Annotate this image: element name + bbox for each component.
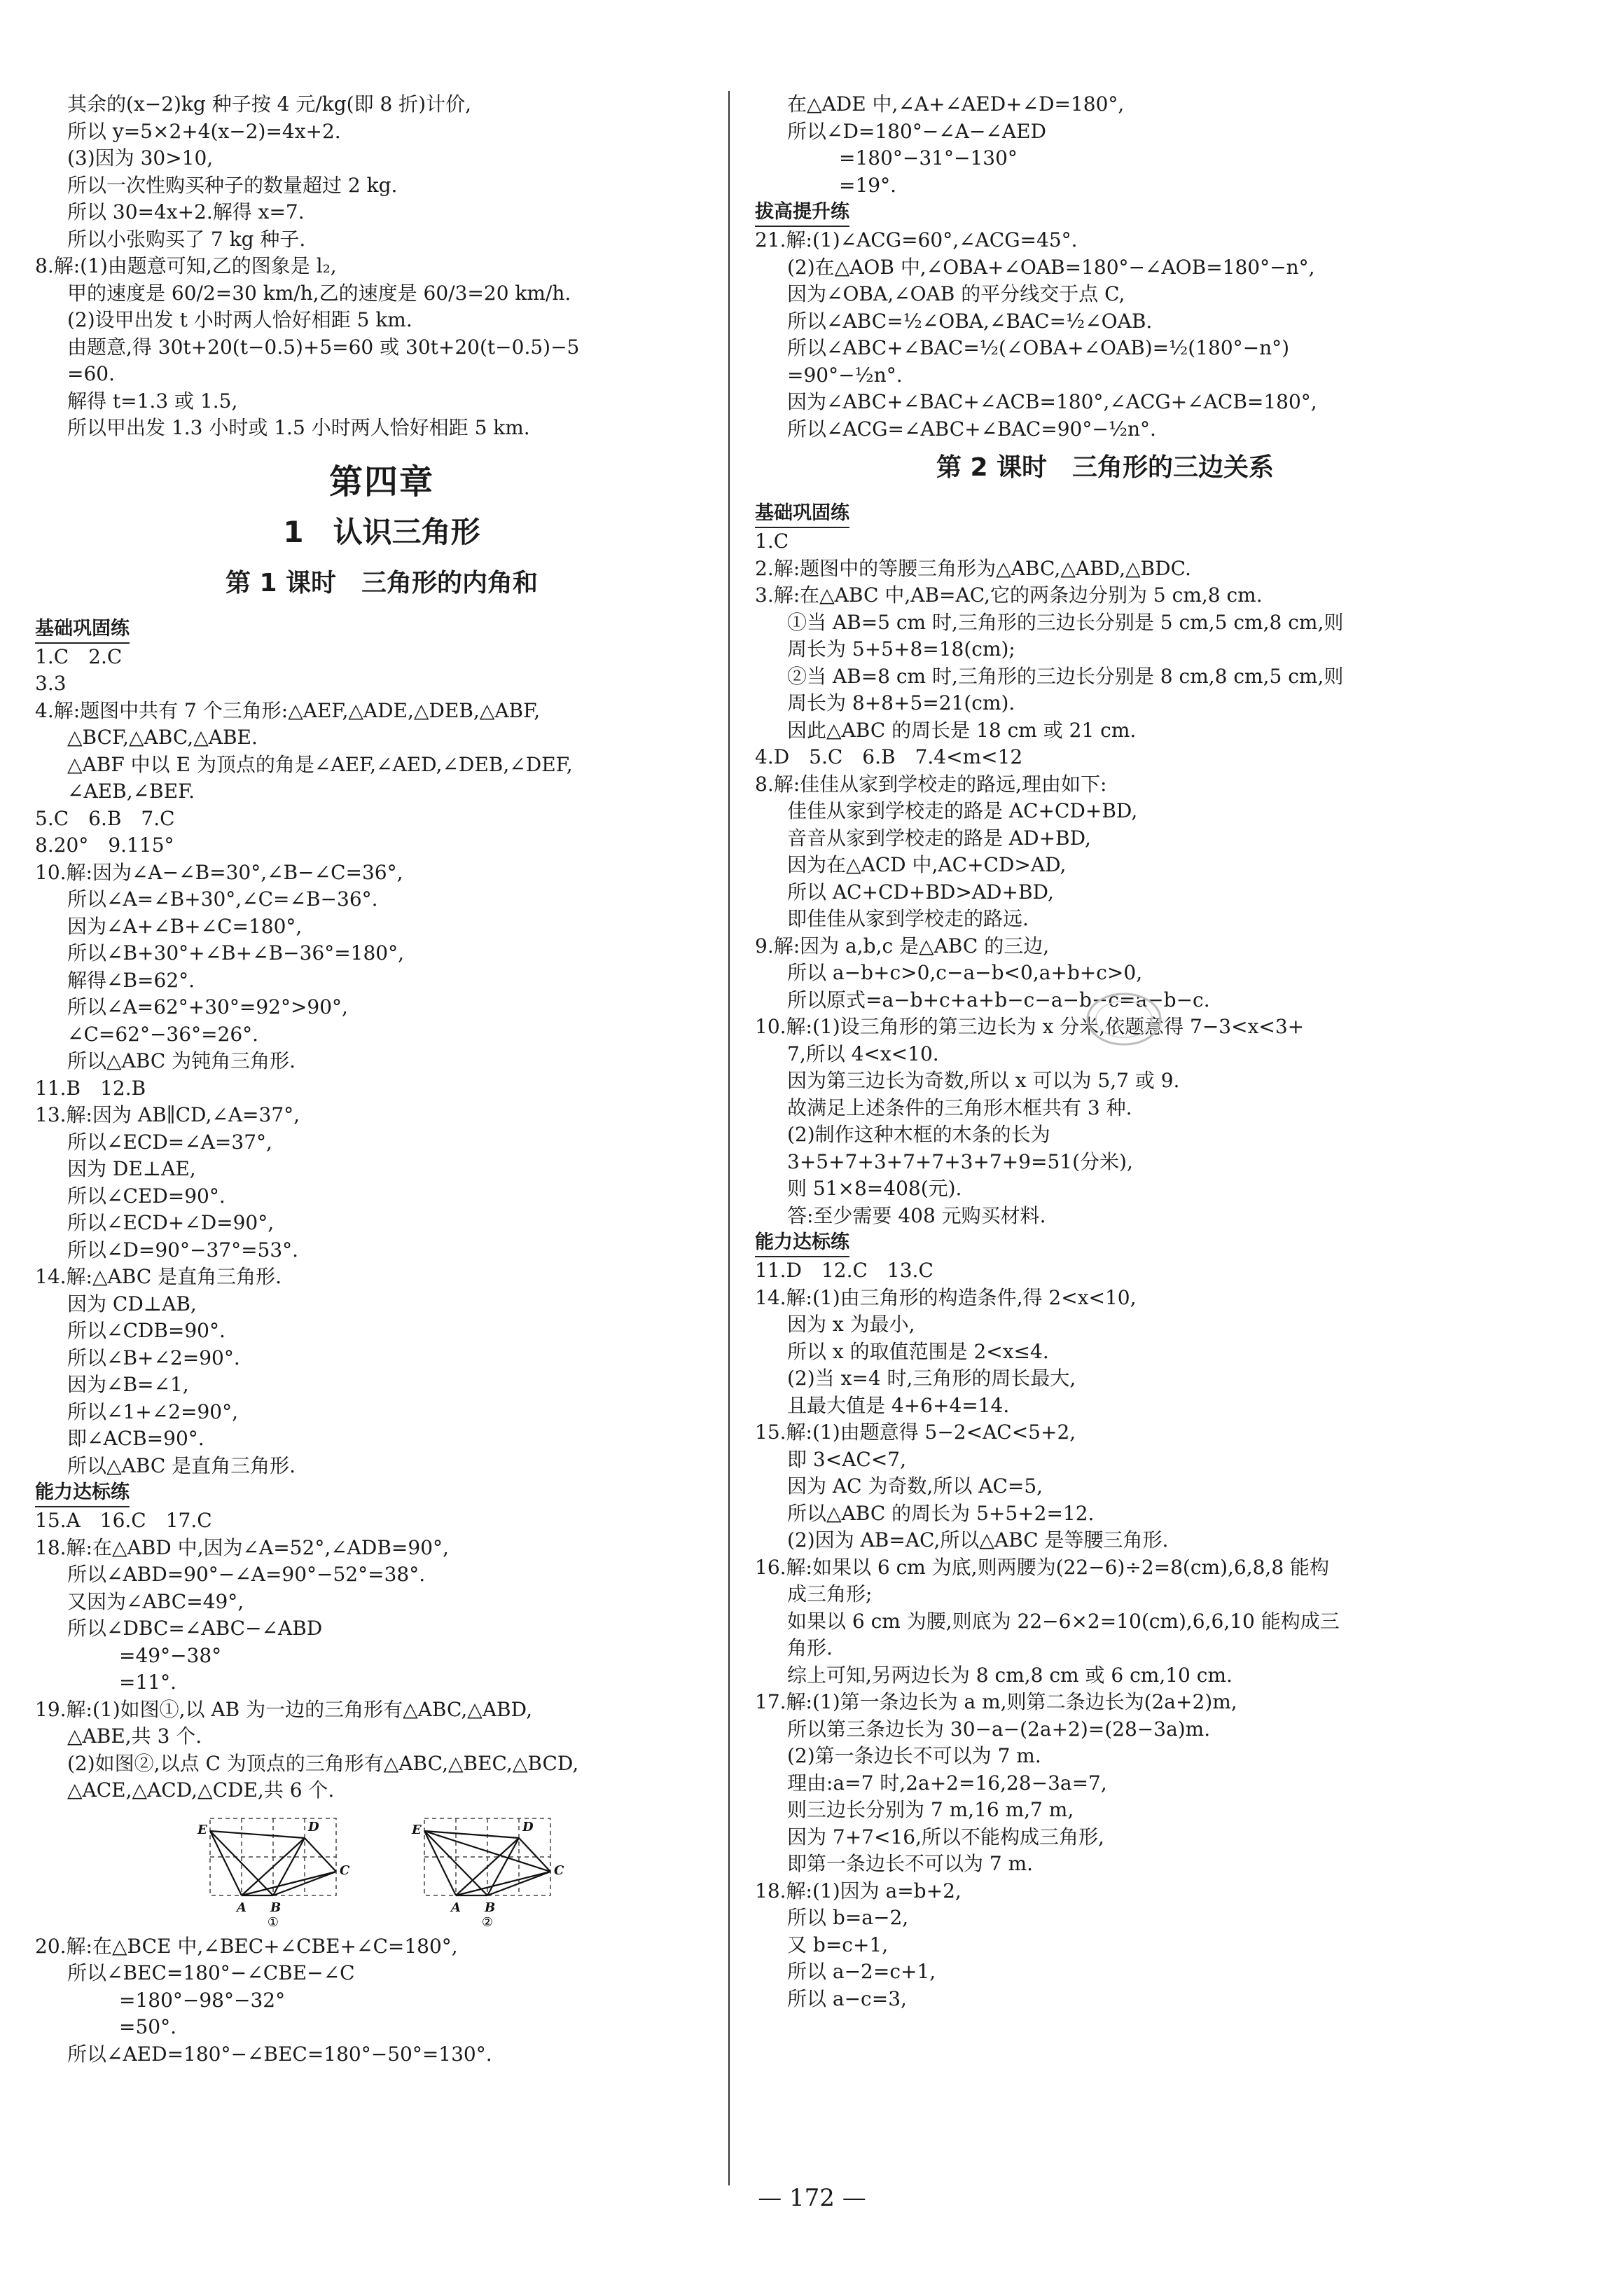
- figure-2: [410, 1810, 585, 1929]
- text-line: 所以 a−2=c+1,: [787, 1960, 936, 1983]
- text-line: 所以∠1+∠2=90°,: [67, 1400, 239, 1423]
- text-line: 14.解:△ABC 是直角三角形.: [35, 1265, 282, 1288]
- text-line: 即∠ACB=90°.: [67, 1427, 204, 1450]
- text-line: 所以△ABC 的周长为 5+5+2=12.: [787, 1501, 1095, 1525]
- text-line: 17.解:(1)第一条边长为 a m,则第二条边长为(2a+2)m,: [755, 1690, 1237, 1713]
- text-line: (2)如图②,以点 C 为顶点的三角形有△ABC,△BEC,△BCD,: [67, 1751, 579, 1775]
- text-line: 因为∠A+∠B+∠C=180°,: [67, 914, 303, 938]
- svg-text:C: C: [554, 1863, 564, 1878]
- text-line: 因为 AC 为奇数,所以 AC=5,: [787, 1474, 1043, 1498]
- text-line: 11.B 12.B: [35, 1076, 146, 1100]
- text-line: 所以 x 的取值范围是 2<x≤4.: [787, 1339, 1049, 1363]
- text-line: 成三角形;: [787, 1582, 873, 1605]
- text-line: 所以 a−b+c>0,c−a−b<0,a+b+c>0,: [787, 961, 1143, 984]
- text-line: =49°−38°: [119, 1643, 222, 1667]
- page-number: — 172 —: [758, 2184, 866, 2212]
- left-block-2: [35, 1507, 728, 1804]
- text-line: 又因为∠ABC=49°,: [67, 1589, 244, 1613]
- text-line: ②当 AB=8 cm 时,三角形的三边长分别是 8 cm,8 cm,5 cm,则: [787, 664, 1344, 688]
- text-line: ∠C=62°−36°=26°.: [67, 1022, 259, 1046]
- text-line: 因为第三边长为奇数,所以 x 可以为 5,7 或 9.: [787, 1069, 1180, 1092]
- text-line: 20.解:在△BCE 中,∠BEC+∠CBE+∠C=180°,: [35, 1934, 458, 1958]
- section-label-basic-2: 基础巩固练: [755, 500, 849, 528]
- text-line: 3.3: [35, 672, 67, 695]
- text-line: 所以甲出发 1.3 小时或 1.5 小时两人恰好相距 5 km.: [67, 416, 530, 439]
- text-line: 4.D 5.C 6.B 7.4<m<12: [755, 745, 1023, 768]
- section-label-basic: 基础巩固练: [35, 616, 130, 644]
- text-line: 即 3<AC<7,: [787, 1447, 906, 1471]
- text-line: 因为 DE⊥AE,: [67, 1157, 196, 1180]
- text-line: (2)因为 AB=AC,所以△ABC 是等腰三角形.: [787, 1528, 1169, 1552]
- text-line: 且最大值是 4+6+4=14.: [787, 1393, 1010, 1417]
- text-line: 4.解:题图中共有 7 个三角形:△AEF,△ADE,△DEB,△ABF,: [35, 698, 541, 722]
- left-top-block: [35, 91, 728, 442]
- text-line: 9.解:因为 a,b,c 是△ABC 的三边,: [755, 934, 1050, 958]
- text-line: 其余的(x−2)kg 种子按 4 元/kg(即 8 折)计价,: [67, 92, 472, 116]
- text-line: 解得 t=1.3 或 1.5,: [67, 389, 238, 413]
- text-line: 13.解:因为 AB∥CD,∠A=37°,: [35, 1103, 300, 1126]
- text-line: 所以∠A=62°+30°=92°>90°,: [67, 995, 348, 1018]
- text-line: =50°.: [119, 2015, 176, 2038]
- text-line: 1.C 2.C: [35, 644, 123, 668]
- svg-text:D: D: [308, 1819, 319, 1835]
- text-line: 7,所以 4<x<10.: [787, 1042, 939, 1065]
- text-line: 所以原式=a−b+c+a+b−c−a−b−c=a−b−c.: [787, 988, 1210, 1011]
- svg-text:A: A: [237, 1900, 247, 1915]
- text-line: =60.: [67, 362, 115, 385]
- text-line: 即佳佳从家到学校走的路远.: [787, 907, 1029, 930]
- text-line: =19°.: [839, 173, 896, 197]
- text-line: 则三边长分别为 7 m,16 m,7 m,: [787, 1798, 1074, 1821]
- svg-text:B: B: [270, 1900, 282, 1915]
- text-line: 佳佳从家到学校走的路是 AC+CD+BD,: [787, 799, 1138, 822]
- text-line: 所以∠BEC=180°−∠CBE−∠C: [67, 1961, 355, 1984]
- section-title: 1 认识三角形: [283, 514, 480, 549]
- section-label-ability-2: 能力达标练: [755, 1229, 849, 1257]
- text-line: 周长为 8+8+5=21(cm).: [787, 691, 1015, 714]
- text-line: 理由:a=7 时,2a+2=16,28−3a=7,: [787, 1771, 1107, 1795]
- text-line: 19.解:(1)如图①,以 AB 为一边的三角形有△ABC,△ABD,: [35, 1697, 532, 1721]
- text-line: 所以小张购买了 7 kg 种子.: [67, 227, 306, 251]
- text-line: 3.解:在△ABC 中,AB=AC,它的两条边分别为 5 cm,8 cm.: [755, 583, 1263, 607]
- text-line: 所以 y=5×2+4(x−2)=4x+2.: [67, 119, 341, 143]
- text-line: 所以∠AED=180°−∠BEC=180°−50°=130°.: [67, 2042, 492, 2066]
- text-line: 所以∠ABC=½∠OBA,∠BAC=½∠OAB.: [787, 309, 1153, 333]
- figure-1-label: ①: [267, 1914, 279, 1929]
- text-line: 故满足上述条件的三角形木框共有 3 种.: [787, 1096, 1132, 1119]
- text-line: 16.解:如果以 6 cm 为底,则两腰为(22−6)÷2=8(cm),6,8,8 能构: [755, 1555, 1330, 1579]
- text-line: 所以∠D=90°−37°=53°.: [67, 1238, 299, 1262]
- text-line: 18.解:在△ABD 中,因为∠A=52°,∠ADB=90°,: [35, 1535, 449, 1559]
- text-line: 则 51×8=408(元).: [787, 1177, 962, 1200]
- lesson-title-2: 第 2 课时 三角形的三边关系: [936, 453, 1275, 482]
- text-line: 因为∠B=∠1,: [67, 1373, 189, 1396]
- text-line: 因为在△ACD 中,AC+CD>AD,: [787, 853, 1067, 876]
- column-divider: [728, 91, 730, 2185]
- section-label-advanced: 拔高提升练: [755, 199, 849, 227]
- text-line: 所以∠B+∠2=90°.: [67, 1346, 240, 1369]
- text-line: ∠AEB,∠BEF.: [67, 780, 195, 803]
- figure-2-label: ②: [481, 1914, 494, 1929]
- text-line: (2)在△AOB 中,∠OBA+∠OAB=180°−∠AOB=180°−n°,: [787, 255, 1315, 279]
- text-line: 又 b=c+1,: [787, 1933, 889, 1956]
- text-line: 音音从家到学校走的路是 AD+BD,: [787, 826, 1091, 850]
- text-line: (2)制作这种木框的木条的长为: [787, 1123, 1050, 1146]
- stamp-watermark: [1082, 988, 1166, 1051]
- text-line: 8.解:(1)由题意可知,乙的图象是 l₂,: [35, 254, 337, 277]
- right-block-2: [755, 1257, 1455, 2012]
- text-line: 所以∠ACG=∠ABC+∠BAC=90°−½n°.: [787, 417, 1156, 441]
- text-line: 1.C: [755, 530, 789, 553]
- text-line: 所以一次性购买种子的数量超过 2 kg.: [67, 173, 398, 197]
- text-line: 所以∠ECD=∠A=37°,: [67, 1130, 272, 1154]
- svg-text:E: E: [197, 1822, 207, 1837]
- svg-text:A: A: [451, 1900, 461, 1915]
- lesson-title: 第 1 课时 三角形的内角和: [225, 568, 539, 597]
- text-line: 即第一条边长不可以为 7 m.: [787, 1852, 1034, 1875]
- svg-text:B: B: [485, 1900, 496, 1915]
- text-line: ①当 AB=5 cm 时,三角形的三边长分别是 5 cm,5 cm,8 cm,则: [787, 610, 1344, 634]
- text-line: 综上可知,另两边长为 8 cm,8 cm 或 6 cm,10 cm.: [787, 1663, 1233, 1687]
- text-line: 因为∠ABC+∠BAC+∠ACB=180°,∠ACG+∠ACB=180°,: [787, 390, 1317, 413]
- text-line: 解得∠B=62°.: [67, 968, 195, 992]
- svg-text:C: C: [340, 1863, 350, 1878]
- text-line: 所以△ABC 为钝角三角形.: [67, 1049, 296, 1072]
- text-line: 所以∠ABC+∠BAC=½(∠OBA+∠OAB)=½(180°−n°): [787, 336, 1290, 359]
- text-line: 所以∠D=180°−∠A−∠AED: [787, 119, 1046, 143]
- text-line: 所以∠ABD=90°−∠A=90°−52°=38°.: [67, 1563, 426, 1586]
- text-line: 所以∠CED=90°.: [67, 1184, 225, 1208]
- text-line: 8.解:佳佳从家到学校走的路远,理由如下:: [755, 772, 1107, 796]
- left-column: [35, 91, 728, 2185]
- text-line: 21.解:(1)∠ACG=60°,∠ACG=45°.: [755, 228, 1078, 251]
- chapter-title: 第四章: [328, 462, 434, 502]
- text-line: (3)因为 30>10,: [67, 146, 214, 170]
- text-line: 因为 7+7<16,所以不能构成三角形,: [787, 1825, 1104, 1849]
- text-line: 8.20° 9.115°: [35, 834, 174, 857]
- text-line: 15.解:(1)由题意得 5−2<AC<5+2,: [755, 1421, 1076, 1444]
- svg-text:D: D: [522, 1819, 534, 1835]
- text-line: (2)当 x=4 时,三角形的周长最大,: [787, 1367, 1076, 1390]
- text-line: 所以 a−c=3,: [787, 1987, 907, 2010]
- text-line: 10.解:因为∠A−∠B=30°,∠B−∠C=36°,: [35, 860, 403, 884]
- text-line: 18.解:(1)因为 a=b+2,: [755, 1879, 962, 1902]
- text-line: (2)第一条边长不可以为 7 m.: [787, 1744, 1041, 1767]
- figure-1: [196, 1810, 371, 1929]
- right-top-block: [755, 91, 1455, 199]
- text-line: 15.A 16.C 17.C: [35, 1509, 212, 1532]
- right-column: [755, 91, 1455, 2012]
- text-line: 因为∠OBA,∠OAB 的平分线交于点 C,: [787, 282, 1125, 305]
- text-line: =11°.: [119, 1671, 176, 1694]
- text-line: 角形.: [787, 1636, 833, 1659]
- figures-row: [35, 1810, 728, 1929]
- text-line: △ACE,△ACD,△CDE,共 6 个.: [67, 1778, 335, 1802]
- text-line: =180°−98°−32°: [119, 1988, 286, 2012]
- text-line: 3+5+7+3+7+7+3+7+9=51(分米),: [787, 1149, 1133, 1173]
- text-line: 所以 30=4x+2.解得 x=7.: [67, 200, 305, 223]
- text-line: 因此△ABC 的周长是 18 cm 或 21 cm.: [787, 718, 1137, 742]
- text-line: 所以 b=a−2,: [787, 1906, 909, 1929]
- text-line: 在△ADE 中,∠A+∠AED+∠D=180°,: [787, 92, 1125, 116]
- text-line: 答:至少需要 408 元购买材料.: [787, 1203, 1046, 1227]
- text-line: =180°−31°−130°: [839, 146, 1018, 170]
- text-line: 所以△ABC 是直角三角形.: [67, 1453, 296, 1477]
- text-line: 5.C 6.B 7.C: [35, 806, 175, 830]
- text-line: △BCF,△ABC,△ABE.: [67, 726, 258, 749]
- section-label-ability: 能力达标练: [35, 1479, 130, 1507]
- text-line: 所以∠DBC=∠ABC−∠ABD: [67, 1617, 323, 1640]
- text-line: 所以第三条边长为 30−a−(2a+2)=(28−3a)m.: [787, 1717, 1211, 1741]
- text-line: =90°−½n°.: [787, 363, 903, 387]
- right-block-0: [755, 227, 1455, 443]
- text-line: 10.解:(1)设三角形的第三边长为 x 分米,依题意得 7−3<x<3+: [755, 1015, 1305, 1038]
- text-line: 甲的速度是 60/2=30 km/h,乙的速度是 60/3=20 km/h.: [67, 281, 571, 305]
- text-line: △ABF 中以 E 为顶点的角是∠AEF,∠AED,∠DEB,∠DEF,: [67, 752, 573, 776]
- text-line: 所以 AC+CD+BD>AD+BD,: [787, 880, 1054, 904]
- text-line: 2.解:题图中的等腰三角形为△ABC,△ABD,△BDC.: [755, 556, 1191, 580]
- right-block-1: [755, 528, 1455, 1229]
- svg-text:E: E: [412, 1822, 422, 1837]
- left-block-3: [35, 1933, 728, 2068]
- text-line: △ABE,共 3 个.: [67, 1725, 202, 1748]
- text-line: (2)设甲出发 t 小时两人恰好相距 5 km.: [67, 308, 412, 331]
- text-line: 所以∠ECD+∠D=90°,: [67, 1211, 275, 1234]
- text-line: 14.解:(1)由三角形的构造条件,得 2<x<10,: [755, 1285, 1137, 1309]
- text-line: 由题意,得 30t+20(t−0.5)+5=60 或 30t+20(t−0.5)−5: [67, 335, 580, 359]
- text-line: 因为 CD⊥AB,: [67, 1292, 197, 1315]
- text-line: 11.D 12.C 13.C: [755, 1259, 934, 1282]
- text-line: 如果以 6 cm 为腰,则底为 22−6×2=10(cm),6,6,10 能构成三: [787, 1609, 1340, 1633]
- text-line: 因为 x 为最小,: [787, 1313, 915, 1336]
- left-block-1: [35, 644, 728, 1480]
- text-line: 周长为 5+5+8=18(cm);: [787, 637, 1015, 661]
- text-line: 所以∠A=∠B+30°,∠C=∠B−36°.: [67, 887, 378, 911]
- text-line: 所以∠CDB=90°.: [67, 1319, 225, 1342]
- text-line: 所以∠B+30°+∠B+∠B−36°=180°,: [67, 941, 405, 965]
